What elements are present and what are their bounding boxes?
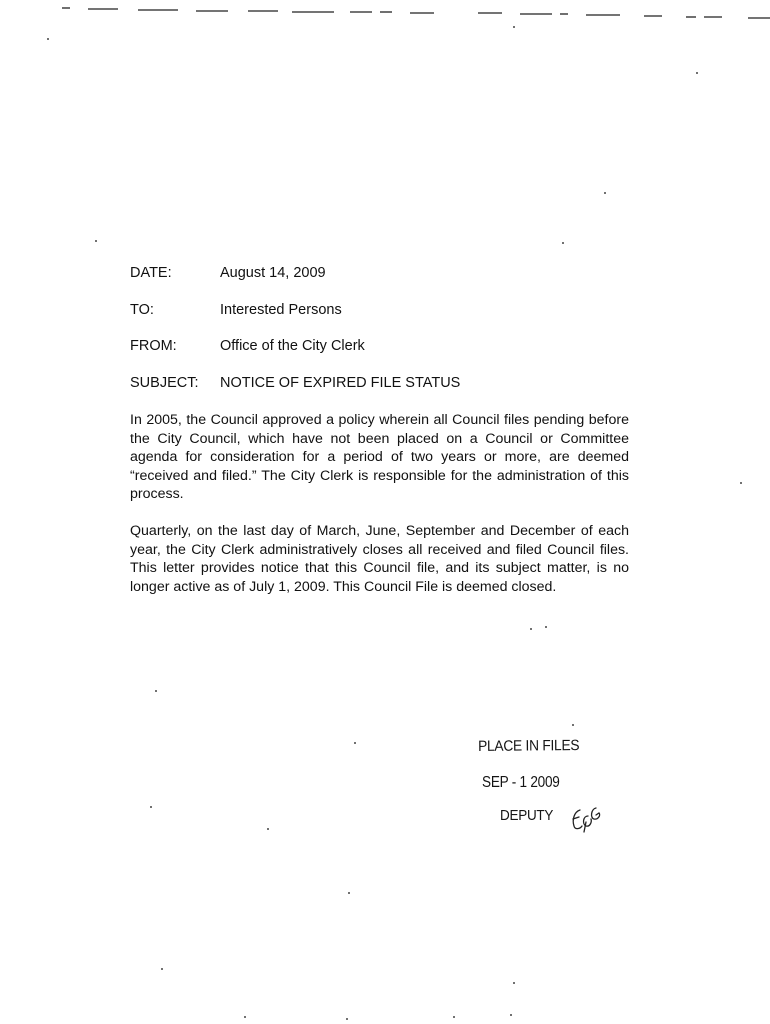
body-paragraph-policy: In 2005, the Council approved a policy wherein all Council files pending before the City Council, which have not been placed on a Council or Committee agenda for consideration for a period of two years or more, are deemed “received and filed.” The City Clerk is responsible for the administration of this process. [130,412,629,502]
date-value: August 14, 2009 [220,265,326,281]
scan-speck [161,968,163,970]
date-label: DATE: [130,265,172,281]
scan-speck [267,828,269,830]
handwritten-initials [566,802,606,838]
scan-speck [244,1016,246,1018]
scan-speck [354,742,356,744]
scan-speck [453,1016,455,1018]
from-value: Office of the City Clerk [220,338,365,354]
scan-speck [150,806,152,808]
memo-date-row [130,264,650,282]
memo-subject-row [130,374,650,392]
scan-speck [562,242,564,244]
memo-to-row [130,301,650,319]
scan-speck [47,38,49,40]
scan-speck [740,482,742,484]
memo-body [130,411,629,615]
memo-from-row [130,337,650,355]
scan-speck [155,690,157,692]
from-label: FROM: [130,338,177,354]
subject-value: NOTICE OF EXPIRED FILE STATUS [220,374,461,391]
scan-speck [604,192,606,194]
scan-speck [510,1014,512,1016]
subject-label: SUBJECT: [130,374,199,391]
scan-speck [696,72,698,74]
scan-speck [513,26,515,28]
memo-header [130,264,650,410]
scan-speck [346,1018,348,1020]
stamp-date: SEP - 1 2009 [482,774,560,791]
stamp-place-in-files: PLACE IN FILES [478,737,580,755]
body-paragraph-notice: Quarterly, on the last day of March, June, September and December of each year, the City Clerk administratively closes all received and filed Council files. This letter provides notice that this Council file, and its subject matter, is no longer active as of July 1, 2009. This Council File is deemed closed. [130,523,629,595]
scan-artifact-top [0,0,770,30]
to-label: TO: [130,301,154,318]
scan-speck [545,626,547,628]
scan-speck [530,628,532,630]
scan-speck [513,982,515,984]
scan-speck [95,240,97,242]
scan-speck [348,892,350,894]
scan-speck [572,724,574,726]
stamp-deputy: DEPUTY [500,807,554,824]
to-value: Interested Persons [220,301,342,318]
